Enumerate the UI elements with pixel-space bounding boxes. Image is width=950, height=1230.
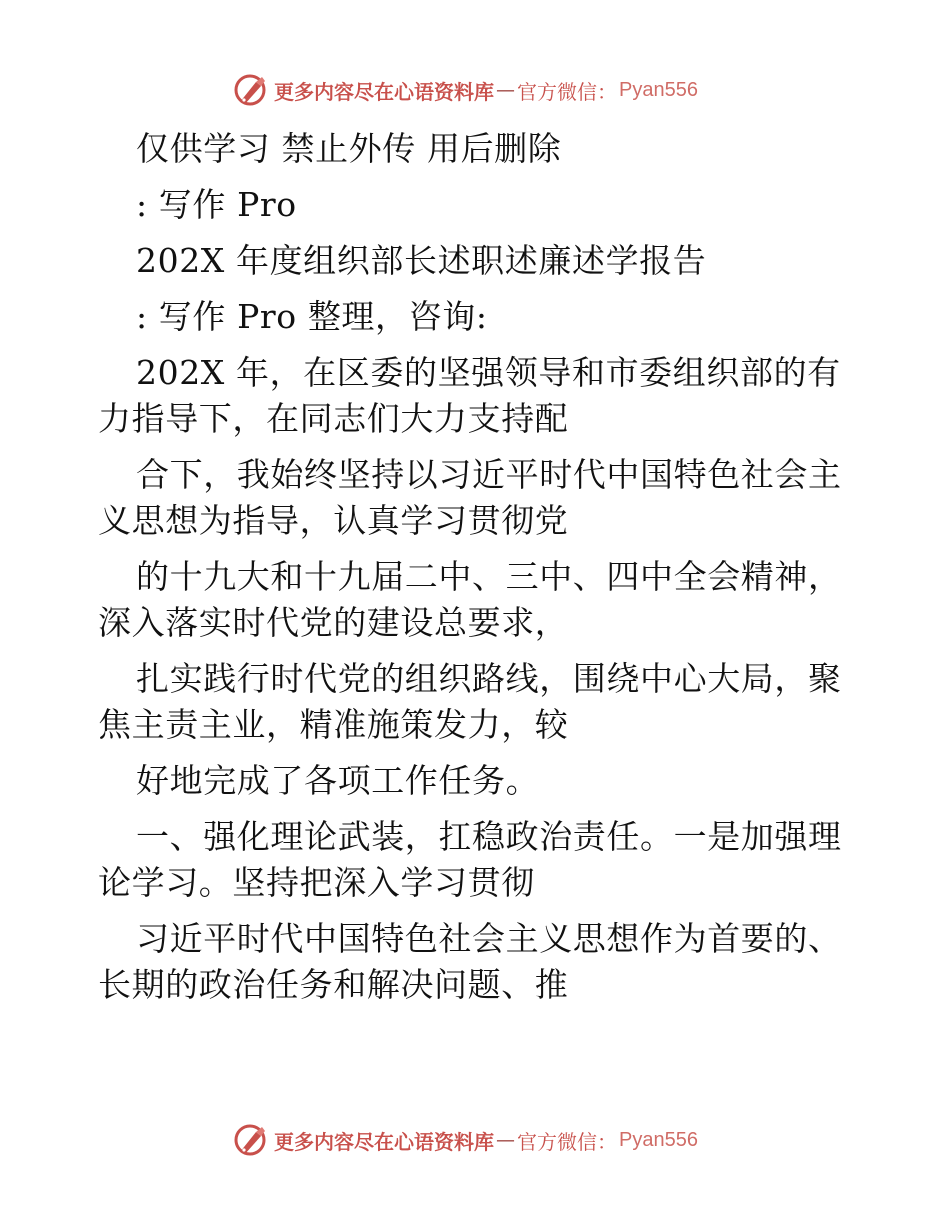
paragraph-line: 长期的政治任务和解决问题、推 [98, 965, 569, 1004]
banner-wechat-handle: Pyan556 [619, 78, 698, 101]
banner-official-label: 官方微信： [517, 79, 617, 104]
paragraph-line: 的十九大和十九届二中、三中、四中全会精神， [136, 557, 842, 596]
source-line: : 写作 Pro [136, 185, 297, 224]
section-heading-line: 一、强化理论武装，扛稳政治责任。一是加强理 [136, 817, 842, 856]
banner-main-text: 更多内容尽在心语资料库 [274, 1129, 494, 1154]
paragraph-line: 力指导下，在同志们大力支持配 [98, 399, 569, 438]
document-title: 202X 年度组织部长述职述廉述学报告 [136, 241, 707, 280]
paragraph-line: 论学习。坚持把深入学习贯彻 [98, 863, 535, 902]
paragraph-line: 习近平时代中国特色社会主义思想作为首要的、 [136, 919, 842, 958]
footer-banner [232, 1120, 698, 1160]
header-banner [232, 70, 698, 110]
paragraph-line: 合下，我始终坚持以习近平时代中国特色社会主 [136, 455, 842, 494]
paragraph-line: 义思想为指导，认真学习贯彻党 [98, 501, 569, 540]
banner-separator: — [496, 1129, 515, 1151]
paragraph-line: 深入落实时代党的建设总要求， [98, 603, 569, 642]
paragraph-line: 扎实践行时代党的组织路线，围绕中心大局，聚 [136, 659, 842, 698]
notice-line: 仅供学习 禁止外传 用后删除 [136, 129, 562, 168]
pen-nib-logo-icon [232, 1122, 268, 1158]
banner-wechat-handle: Pyan556 [619, 1128, 698, 1151]
banner-separator: — [496, 79, 515, 101]
paragraph-line: 好地完成了各项工作任务。 [136, 761, 540, 800]
paragraph-line: 202X 年，在区委的坚强领导和市委组织部的有 [136, 353, 841, 392]
banner-main-text: 更多内容尽在心语资料库 [274, 79, 494, 104]
source-consult-line: : 写作 Pro 整理，咨询: [136, 297, 488, 336]
pen-nib-logo-icon [232, 72, 268, 108]
paragraph-line: 焦主责主业，精准施策发力，较 [98, 705, 569, 744]
document-body [98, 126, 858, 1018]
banner-official-label: 官方微信： [517, 1129, 617, 1154]
